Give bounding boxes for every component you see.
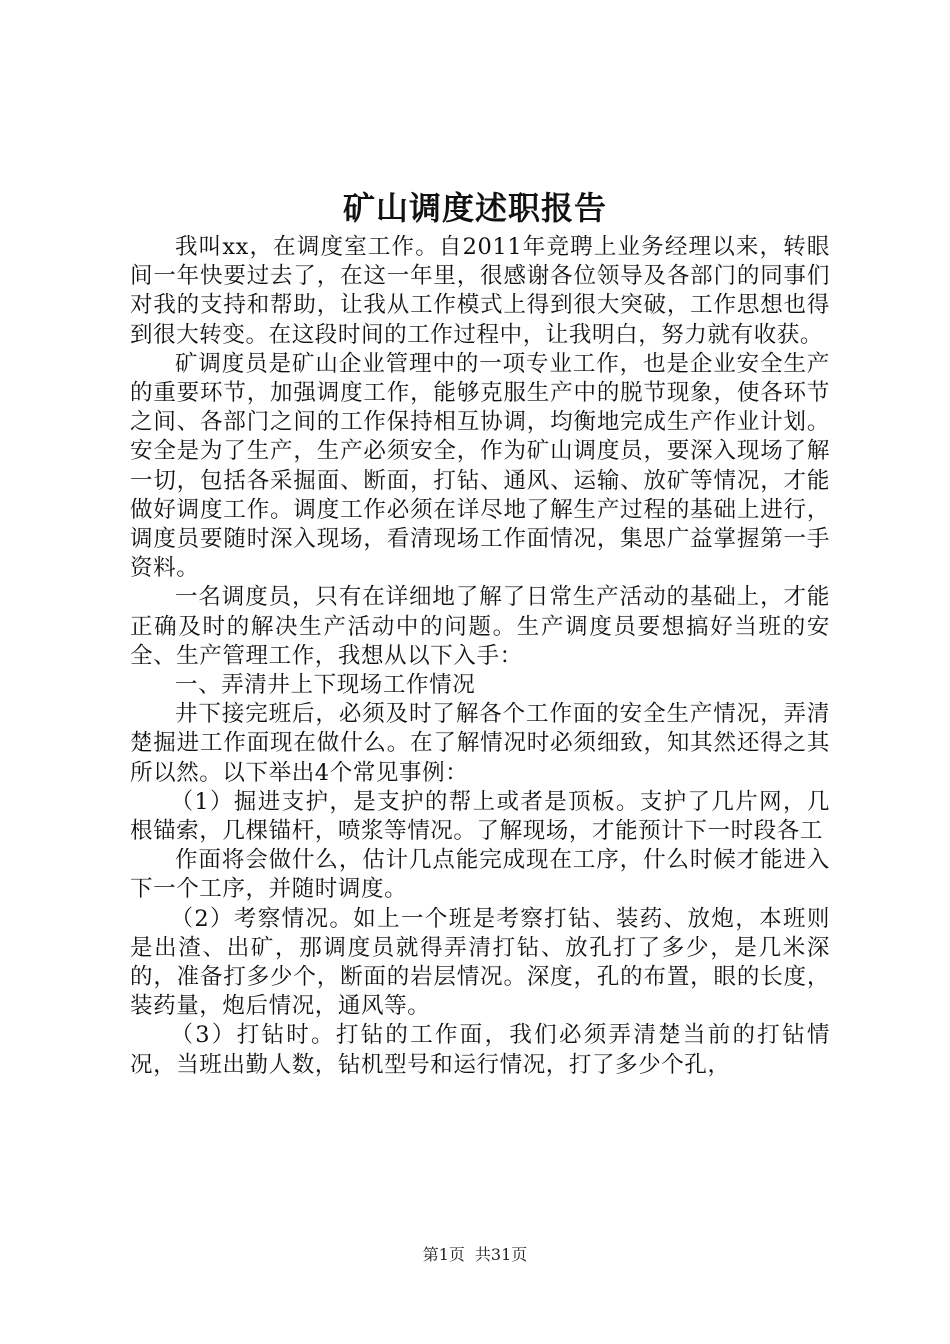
document-title: 矿山调度述职报告 <box>342 189 607 227</box>
page-total: 共31页 <box>474 1245 528 1264</box>
paragraph-underground-shift: 井下接完班后，必须及时了解各个工作面的安全生产情况，弄清楚掘进工作面现在做什么。在了解情况时必须细致，知其然还得之其所以然。以下举出4个常见事例： <box>130 701 830 786</box>
paragraph-approach: 一名调度员，只有在详细地了解了日常生产活动的基础上，才能正确及时的解决生产活动中的问题。生产调度员要想搞好当班的安全、生产管理工作，我想从以下入手： <box>130 584 830 669</box>
list-item-3: （3）打钻时。打钻的工作面，我们必须弄清楚当前的打钻情况，当班出勤人数，钻机型号和运行情况，打了多少个孔， <box>130 1022 830 1078</box>
list-item-1: （1）掘进支护，是支护的帮上或者是顶板。支护了几片网，几根锚索，几棵锚杆，喷浆等情况。了解现场，才能预计下一时段各工 <box>130 788 830 845</box>
paragraph-dispatcher-role: 矿调度员是矿山企业管理中的一项专业工作，也是企业安全生产的重要环节，加强调度工作，能够克服生产中的脱节现象，使各环节之间、各部门之间的工作保持相互协调，均衡地完成生产作业计划。安全是为了生产，生产必须安全，作为矿山调度员，要深入现场了解一切，包括各采掘面、断面，打钻、通风、运输、放矿等情况，才能做好调度工作。调度工作必须在详尽地了解生产过程的基础上进行，调度员要随时深入现场，看清现场工作面情况，集思广益掌握第一手资料。 <box>130 350 830 582</box>
section-heading-1: 一、弄清井上下现场工作情况 <box>175 672 476 699</box>
page-footer <box>0 1244 950 1266</box>
document-body <box>130 233 830 1080</box>
page-number: 第1页 <box>422 1245 465 1264</box>
paragraph-intro: 我叫xx，在调度室工作。自2011年竞聘上业务经理以来，转眼间一年快要过去了，在这一年里，很感谢各位领导及各部门的同事们对我的支持和帮助，让我从工作模式上得到很大突破，工作思想也得到很大转变。在这段时间的工作过程中，让我明白，努力就有收获。 <box>130 234 830 348</box>
paragraph-continuation: 作面将会做什么，估计几点能完成现在工序，什么时候才能进入下一个工序，并随时调度。 <box>130 847 830 903</box>
list-item-2: （2）考察情况。如上一个班是考察打钻、装药、放炮，本班则是出渣、出矿，那调度员就得弄清打钻、放孔打了多少，是几米深的，准备打多少个，断面的岩层情况。深度，孔的布置，眼的长度，装药量，炮后情况，通风等。 <box>130 905 830 1020</box>
